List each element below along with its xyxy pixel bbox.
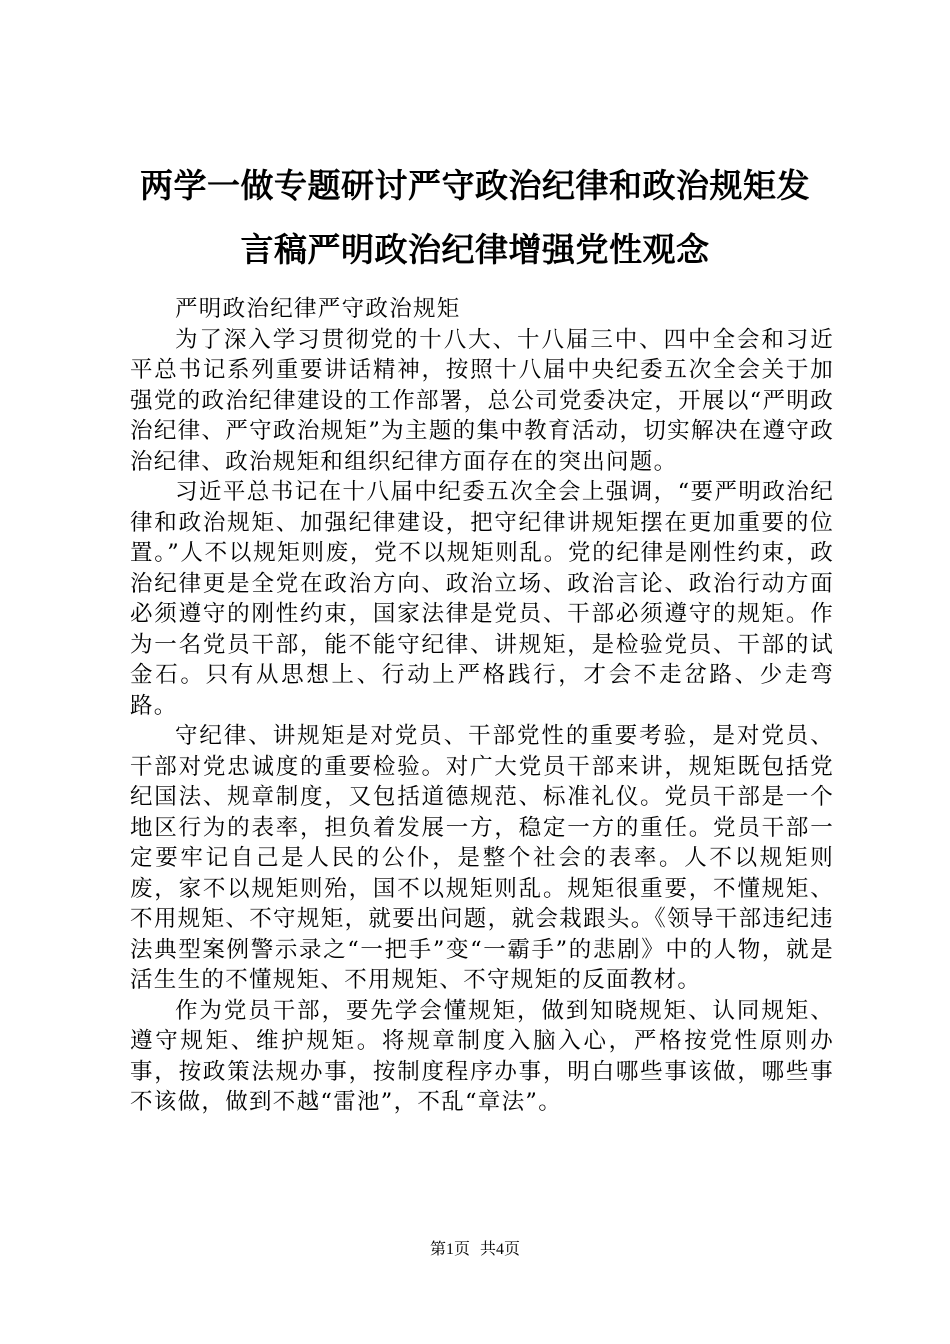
- body-paragraph-2: 习近平总书记在十八届中纪委五次全会上强调，“要严明政治纪律和政治规矩、加强纪律建设，把守纪律讲规矩摆在更加重要的位置。”人不以规矩则废，党不以规矩则乱。党的纪律是刚性约束，政治纪律更是全党在政治方向、政治立场、政治言论、政治行动方面必须遵守的刚性约束，国家法律是党员、干部必须遵守的规矩。作为一名党员干部，能不能守纪律、讲规矩，是检验党员、干部的试金石。只有从思想上、行动上严格践行，才会不走岔路、少走弯路。: [130, 479, 834, 719]
- page-number: 第1页: [429, 1241, 470, 1258]
- subtitle-paragraph: 严明政治纪律严守政治规矩: [175, 296, 461, 322]
- body-paragraph-1: 为了深入学习贯彻党的十八大、十八届三中、四中全会和习近平总书记系列重要讲话精神，按照十八届中央纪委五次全会关于加强党的政治纪律建设的工作部署，总公司党委决定，开展以“严明政治纪律、严守政治规矩”为主题的集中教育活动，切实解决在遵守政治纪律、政治规矩和组织纪律方面存在的突出问题。: [130, 326, 834, 475]
- body-paragraph-3: 守纪律、讲规矩是对党员、干部党性的重要考验，是对党员、干部对党忠诚度的重要检验。对广大党员干部来讲，规矩既包括党纪国法、规章制度，又包括道德规范、标准礼仪。党员干部是一个地区行为的表率，担负着发展一方，稳定一方的重任。党员干部一定要牢记自己是人民的公仆，是整个社会的表率。人不以规矩则废，家不以规矩则殆，国不以规矩则乱。规矩很重要，不懂规矩、不用规矩、不守规矩，就要出问题，就会栽跟头。《领导干部违纪违法典型案例警示录之“一把手”变“一霸手”的悲剧》中的人物，就是活生生的不懂规矩、不用规矩、不守规矩的反面教材。: [130, 723, 834, 993]
- page-footer: [0, 1240, 950, 1260]
- title-line-2: 言稿严明政治纪律增强党性观念: [240, 230, 710, 269]
- title-line-1: 两学一做专题研讨严守政治纪律和政治规矩发: [140, 166, 810, 205]
- page-total: 共4页: [480, 1241, 521, 1258]
- body-paragraph-4: 作为党员干部，要先学会懂规矩，做到知晓规矩、认同规矩、遵守规矩、维护规矩。将规章制度入脑入心，严格按党性原则办事，按政策法规办事，按制度程序办事，明白哪些事该做，哪些事不该做，做到不越“雷池”，不乱“章法”。: [130, 997, 834, 1115]
- document-title: [110, 154, 840, 282]
- document-body: [130, 294, 834, 1118]
